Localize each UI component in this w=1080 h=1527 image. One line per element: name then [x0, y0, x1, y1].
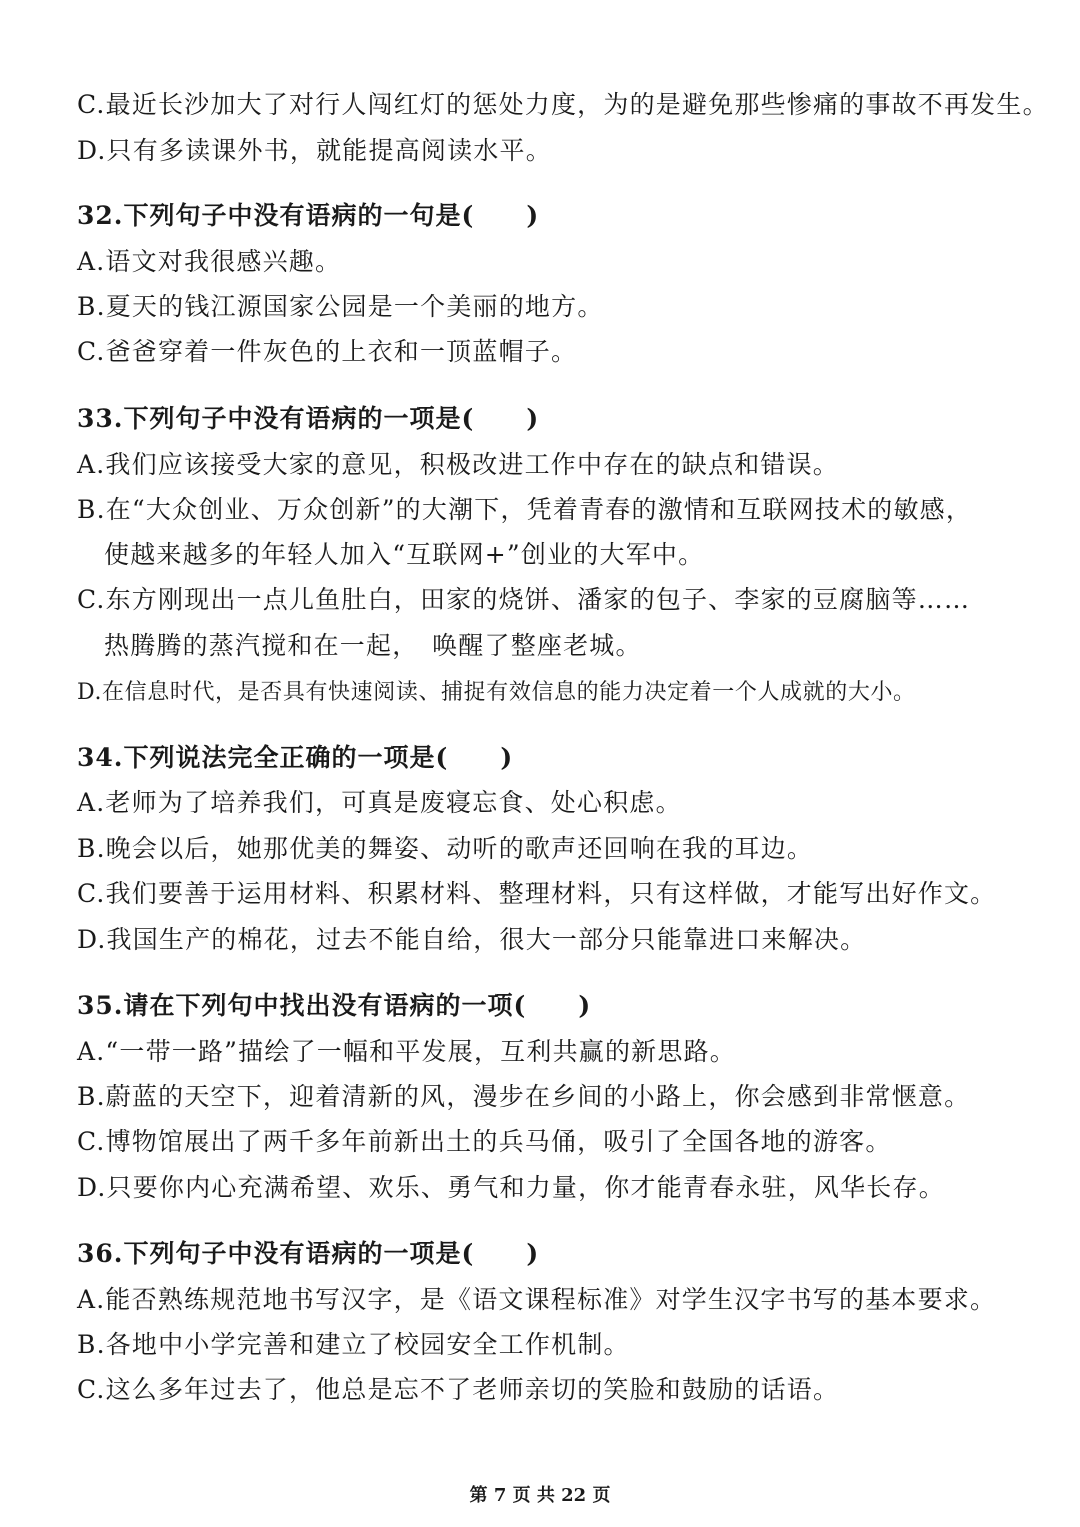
question-35-title: 35.请在下列句中找出没有语病的一项( ) [77, 991, 592, 1020]
option-line: C.这么多年过去了，他总是忘不了老师亲切的笑脸和鼓励的话语。 [77, 1375, 840, 1404]
option-line: A.“一带一路”描绘了一幅和平发展，互利共赢的新思路。 [77, 1037, 736, 1066]
question-34-title: 34.下列说法完全正确的一项是( ) [77, 743, 514, 772]
option-line: A.语文对我很感兴趣。 [77, 247, 342, 276]
option-line: A.我们应该接受大家的意见，积极改进工作中存在的缺点和错误。 [77, 450, 840, 479]
page-footer: 第 7 页 共 22 页 [469, 1485, 611, 1506]
option-line: B.夏天的钱江源国家公园是一个美丽的地方。 [77, 292, 604, 321]
option-line: D.只有多读课外书，就能提高阅读水平。 [77, 136, 552, 165]
option-line: B.各地中小学完善和建立了校园安全工作机制。 [77, 1330, 630, 1359]
question-33-title: 33.下列句子中没有语病的一项是( ) [77, 404, 540, 433]
option-line: D.我国生产的棉花，过去不能自给，很大一部分只能靠进口来解决。 [77, 925, 867, 954]
option-line: B.在“大众创业、万众创新”的大潮下，凭着青春的激情和互联网技术的敏感， [77, 495, 973, 524]
option-line: C.东方刚现出一点儿鱼肚白，田家的烧饼、潘家的包子、李家的豆腐脑等…… [77, 585, 971, 614]
option-line: D.只要你内心充满希望、欢乐、勇气和力量，你才能青春永驻，风华长存。 [77, 1173, 945, 1202]
option-line: A.能否熟练规范地书写汉字，是《语文课程标准》对学生汉字书写的基本要求。 [77, 1285, 997, 1314]
option-line: B.晚会以后，她那优美的舞姿、动听的歌声还回响在我的耳边。 [77, 834, 814, 863]
option-line: A.老师为了培养我们，可真是废寝忘食、处心积虑。 [77, 788, 682, 817]
option-line: C.最近长沙加大了对行人闯红灯的惩处力度，为的是避免那些惨痛的事故不再发生。 [77, 90, 1049, 119]
option-continuation: 使越来越多的年轻人加入“互联网+”创业的大军中。 [104, 540, 705, 569]
question-36-title: 36.下列句子中没有语病的一项是( ) [77, 1239, 540, 1268]
option-line: B.蔚蓝的天空下，迎着清新的风，漫步在乡间的小路上，你会感到非常惬意。 [77, 1082, 971, 1111]
option-line: C.博物馆展出了两千多年前新出土的兵马俑，吸引了全国各地的游客。 [77, 1127, 892, 1156]
question-32-title: 32.下列句子中没有语病的一句是( ) [77, 201, 540, 230]
option-continuation: 热腾腾的蒸汽搅和在一起， 唤醒了整座老城。 [104, 631, 642, 660]
option-line: C.我们要善于运用材料、积累材料、整理材料，只有这样做，才能写出好作文。 [77, 879, 997, 908]
option-line: D.在信息时代，是否具有快速阅读、捕捉有效信息的能力决定着一个人成就的大小。 [77, 680, 916, 705]
option-line: C.爸爸穿着一件灰色的上衣和一顶蓝帽子。 [77, 337, 578, 366]
